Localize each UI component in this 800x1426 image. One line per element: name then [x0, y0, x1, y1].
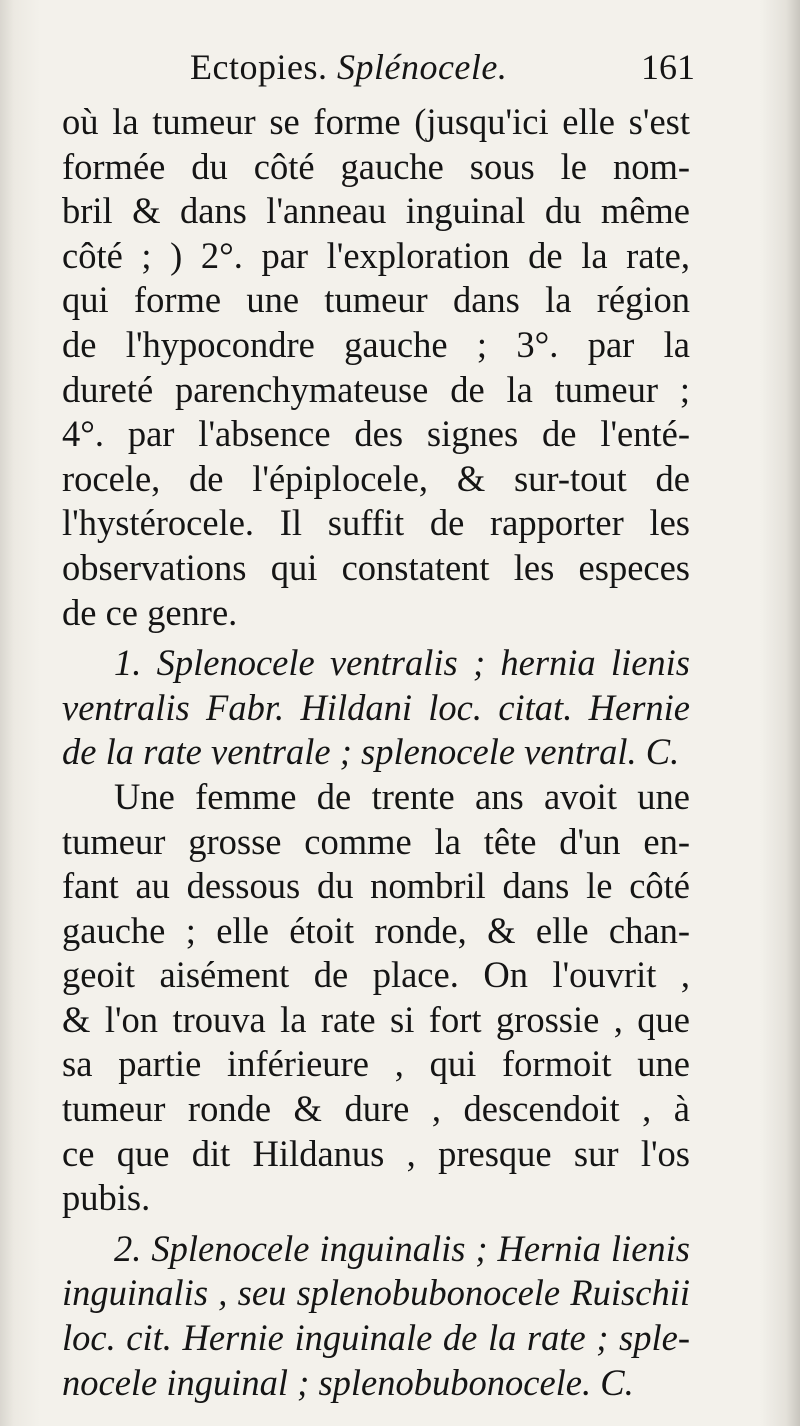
text-line: gauche ; elle étoit ronde, & elle chan-: [62, 909, 690, 951]
text-line: de ce genre.: [62, 591, 238, 633]
species-entry-1: [62, 641, 690, 775]
text-line: qui forme une tumeur dans la région: [62, 279, 690, 321]
paragraph: [62, 775, 690, 1221]
text-line: 2. Splenocele inguinalis ; Hernia lienis: [114, 1227, 690, 1269]
text-line: 1. Splenocele ventralis ; hernia lienis: [114, 642, 690, 684]
running-title: [190, 46, 507, 88]
paragraph: [62, 100, 690, 635]
text-line: tumeur grosse comme la tête d'un en-: [62, 820, 690, 862]
running-title-main: Ectopies.: [190, 47, 328, 87]
text-line: geoit aisément de place. On l'ouvrit ,: [62, 954, 690, 996]
running-title-sub: Splénocele.: [336, 47, 508, 87]
text-line: fant au dessous du nombril dans le côté: [62, 865, 690, 907]
text-line: de la rate ventrale ; splenocele ventral. C.: [62, 731, 680, 773]
text-line: & l'on trouva la rate si fort grossie , que: [62, 998, 690, 1040]
text-line: rocele, de l'épiplocele, & sur-tout de: [62, 457, 690, 499]
text-line: inguinalis , seu splenobubonocele Ruischii: [62, 1272, 690, 1314]
text-line: l'hystérocele. Il suffit de rapporter les: [62, 502, 690, 544]
text-line: bril & dans l'anneau inguinal du même: [62, 190, 690, 232]
text-line: tumeur ronde & dure , descendoit , à: [62, 1088, 690, 1130]
species-entry-2: [62, 1227, 690, 1405]
text-line: de l'hypocondre gauche ; 3°. par la: [62, 323, 690, 365]
text-line: observations qui constatent les especes: [62, 546, 690, 588]
text-line: ce que dit Hildanus , presque sur l'os: [62, 1132, 690, 1174]
text-line: côté ; ) 2°. par l'exploration de la rate,: [62, 234, 690, 276]
text-line: Une femme de trente ans avoit une: [114, 775, 690, 817]
page-body: [62, 100, 690, 1405]
page-number: 161: [641, 47, 695, 87]
text-line: où la tumeur se forme (jusqu'ici elle s'est: [62, 101, 690, 142]
text-line: formée du côté gauche sous le nom-: [62, 145, 690, 187]
text-line: nocele inguinal ; splenobubonocele. C.: [62, 1361, 634, 1403]
text-line: dureté parenchymateuse de la tumeur ;: [62, 368, 690, 410]
text-line: ventralis Fabr. Hildani loc. citat. Hernie: [62, 686, 690, 728]
page-header: [190, 46, 695, 102]
text-line: sa partie inférieure , qui formoit une: [62, 1043, 690, 1085]
text-line: 4°. par l'absence des signes de l'enté-: [62, 413, 690, 455]
text-line: pubis.: [62, 1177, 151, 1219]
text-line: loc. cit. Hernie inguinale de la rate ; sple-: [62, 1317, 690, 1359]
